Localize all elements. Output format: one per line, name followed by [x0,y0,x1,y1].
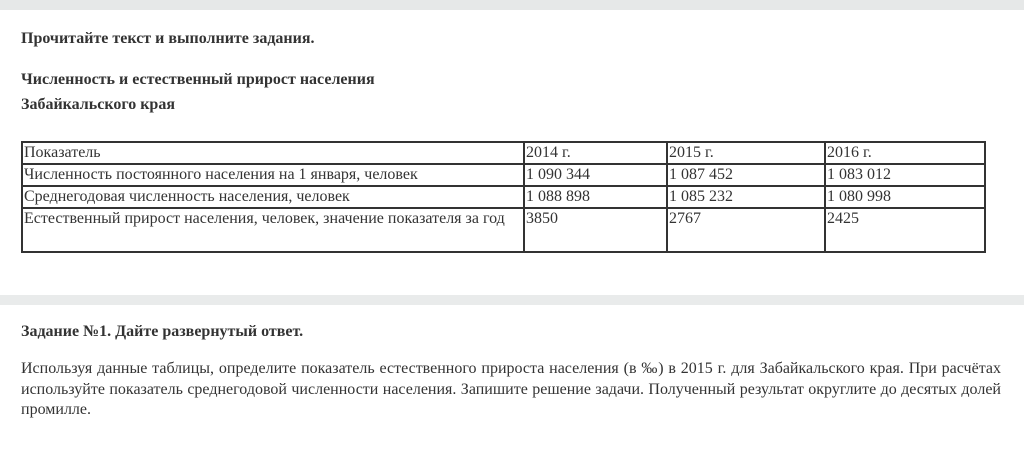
table-header-cell: Показатель [22,142,524,164]
text-title-line-2: Забайкальского края [21,96,175,113]
table-header-row [22,142,985,164]
table-cell-value: 1 087 452 [667,164,825,186]
table-header-cell: 2015 г. [667,142,825,164]
population-table [21,141,986,253]
table-cell-value: 1 085 232 [667,186,825,208]
text-title-line-1: Численность и естественный прирост населения [21,71,375,88]
table-cell-value: 1 080 998 [825,186,985,208]
task-title: Задание №1. Дайте развернутый ответ. [21,323,304,340]
table-cell-value: 1 088 898 [524,186,667,208]
table-row [22,164,985,186]
table-cell-value: 1 090 344 [524,164,667,186]
reading-text-card [0,10,1024,295]
table-cell-value: 3850 [524,208,667,252]
table-cell-indicator: Среднегодовая численность населения, человек [22,186,524,208]
task-text: Используя данные таблицы, определите показатель естественного прироста населения (в ‰) в 2015 г. для Забайкальского края. При расчётах используйте показатель среднегодовой численности населения. Запишите решение задачи. Полученный результат округлите до десятых долей промилле. [21,360,1001,418]
table-cell-indicator: Численность постоянного населения на 1 января, человек [22,164,524,186]
table-header-cell: 2016 г. [825,142,985,164]
table-cell-value: 1 083 012 [825,164,985,186]
table-cell-value: 2425 [825,208,985,252]
table-header-cell: 2014 г. [524,142,667,164]
task-card [0,305,1024,456]
table-row [22,186,985,208]
table-cell-indicator: Естественный прирост населения, человек, значение показателя за год [22,208,524,252]
table-cell-value: 2767 [667,208,825,252]
page-top-strip [0,0,1024,10]
table-row [22,208,985,252]
text-title [21,67,541,117]
instruction-text: Прочитайте текст и выполните задания. [21,30,315,47]
